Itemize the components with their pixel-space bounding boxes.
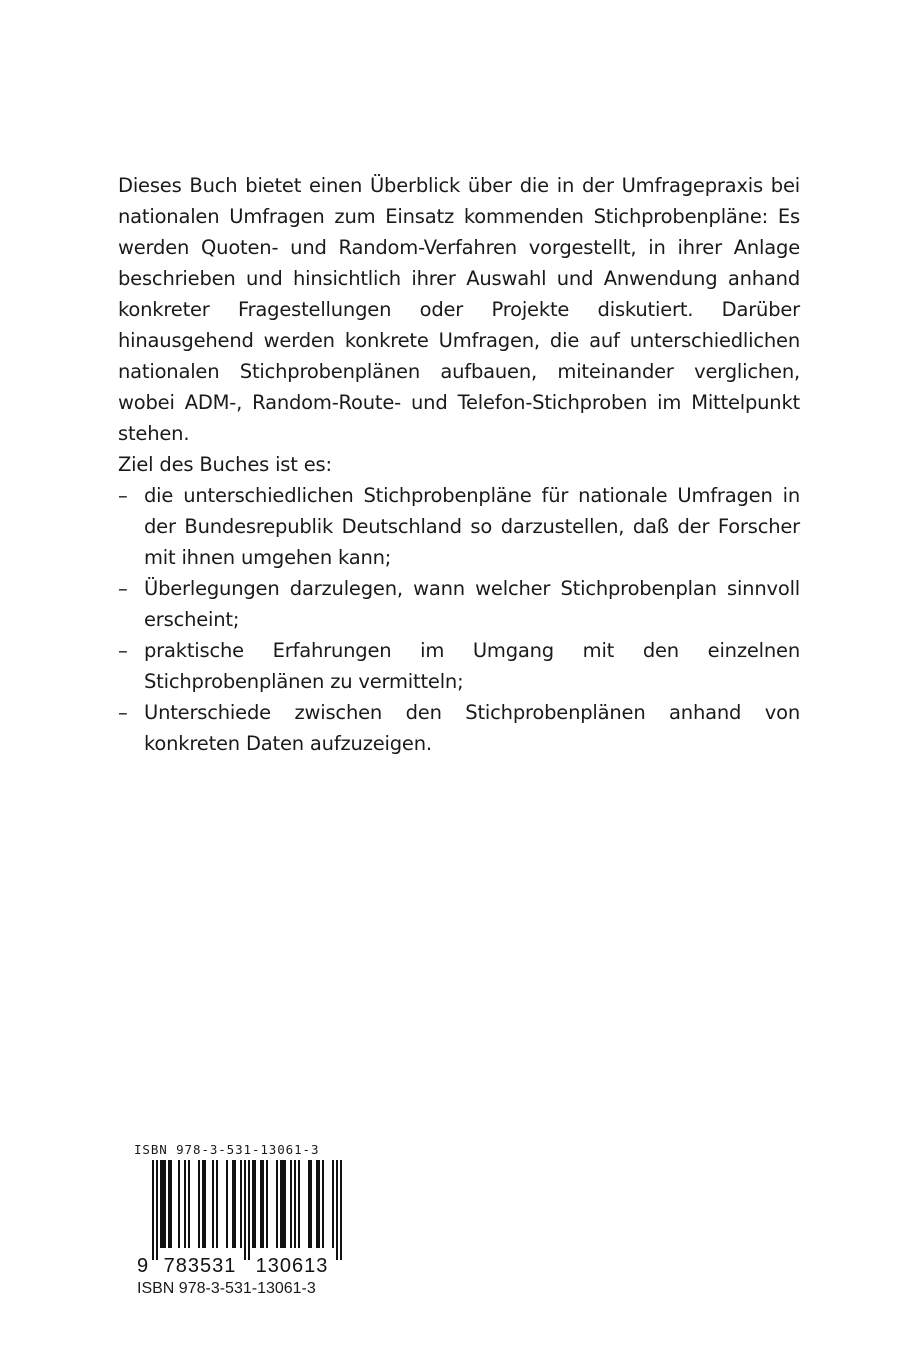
barcode-bar (204, 1160, 206, 1248)
barcode-bar (280, 1160, 282, 1248)
goal-text: praktische Erfahrungen im Umgang mit den einzelnen Stichprobenplänen zu vermitteln; (144, 639, 800, 693)
isbn-text: ISBN 978-3-531-13061-3 (137, 1280, 316, 1297)
barcode-bar (254, 1160, 256, 1248)
barcode-guard-bar (152, 1160, 154, 1260)
barcode-bar (212, 1160, 214, 1248)
isbn-barcode (134, 1142, 364, 1274)
barcode-guard-bar (156, 1160, 158, 1260)
barcode-bar (198, 1160, 200, 1248)
dash-bullet: – (118, 639, 128, 662)
barcode-bar (252, 1160, 254, 1248)
intro-paragraph: Dieses Buch bietet einen Überblick über die in der Umfragepraxis bei nationalen Umfragen zum Einsatz kommenden Stichprobenpläne: Es werden Quoten- und Random-Verfahren vorgestellt, in ihrer Anlage beschrieben und hinsichtlich ihrer Auswahl und Anwendung anhand konkreter Fragestellungen oder Projekte diskutiert. Darüber hinausgehend werden konkrete Umfragen, die auf unterschiedlichen nationalen Stichprobenplänen aufbauen, miteinander verglichen, wobei ADM-, Random-Route- und Telefon-Stichproben im Mittelpunkt stehen. (118, 174, 800, 445)
barcode-bar (232, 1160, 234, 1248)
ean13-barcode (134, 1160, 344, 1274)
barcode-guard-bar (248, 1160, 250, 1260)
goal-text: Überlegungen darzulegen, wann welcher Stichprobenplan sinnvoll erscheint; (144, 577, 800, 631)
barcode-bar (310, 1160, 312, 1248)
barcode-bar (164, 1160, 166, 1248)
barcode-bar (332, 1160, 334, 1248)
goals-list (118, 480, 800, 759)
barcode-guard-bar (340, 1160, 342, 1260)
barcode-bar (226, 1160, 228, 1248)
dash-bullet: – (118, 701, 128, 724)
goal-text: die unterschiedlichen Stichprobenpläne für nationale Umfragen in der Bundesrepublik Deutschland so darzustellen, daß der Forscher mit ihnen umgehen kann; (144, 484, 800, 569)
barcode-bar (202, 1160, 204, 1248)
goals-heading: Ziel des Buches ist es: (118, 453, 332, 476)
barcode-left-digits: 783531 (163, 1255, 237, 1274)
barcode-bar (266, 1160, 268, 1248)
barcode-bar (290, 1160, 292, 1248)
barcode-bar (170, 1160, 172, 1248)
list-item (118, 635, 800, 697)
barcode-bar (316, 1160, 318, 1248)
barcode-bar (276, 1160, 278, 1248)
barcode-bars (152, 1160, 342, 1260)
barcode-bar (322, 1160, 324, 1248)
barcode-bar (162, 1160, 164, 1248)
barcode-bar (160, 1160, 162, 1248)
barcode-isbn-label: ISBN 978-3-531-13061-3 (134, 1142, 320, 1157)
barcode-bar (216, 1160, 218, 1248)
barcode-bar (282, 1160, 284, 1248)
list-item (118, 573, 800, 635)
barcode-bar (294, 1160, 296, 1248)
barcode-bar (188, 1160, 190, 1248)
dash-bullet: – (118, 484, 128, 507)
barcode-bar (240, 1160, 242, 1248)
barcode-guard-bar (336, 1160, 338, 1260)
barcode-bar (318, 1160, 320, 1248)
dash-bullet: – (118, 577, 128, 600)
back-cover-text (118, 170, 800, 759)
barcode-guard-bar (244, 1160, 246, 1260)
list-item (118, 697, 800, 759)
barcode-bar (184, 1160, 186, 1248)
barcode-bar (308, 1160, 310, 1248)
barcode-bar (260, 1160, 262, 1248)
barcode-bar (284, 1160, 286, 1248)
barcode-bar (178, 1160, 180, 1248)
barcode-first-digit: 9 (137, 1255, 149, 1274)
barcode-bar (168, 1160, 170, 1248)
barcode-bar (234, 1160, 236, 1248)
barcode-bar (298, 1160, 300, 1248)
barcode-right-digits: 130613 (255, 1255, 329, 1274)
goal-text: Unterschiede zwischen den Stichprobenplänen anhand von konkreten Daten aufzuzeigen. (144, 701, 800, 755)
list-item (118, 480, 800, 573)
barcode-bar (262, 1160, 264, 1248)
